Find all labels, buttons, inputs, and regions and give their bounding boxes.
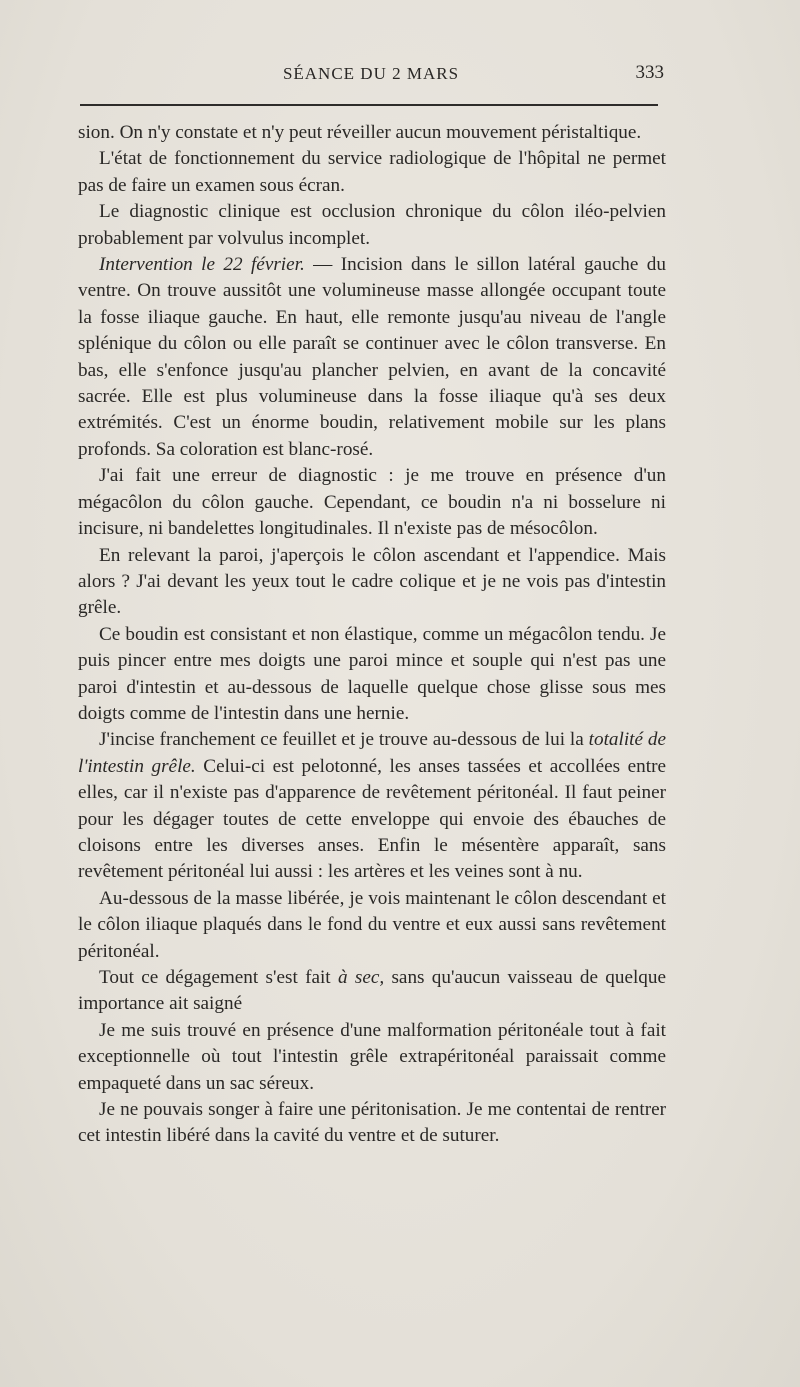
paragraph-text: Celui-ci est pelotonné, les anses tassées et accollées entre elles, car il n'existe pas d'apparence de revêtement péritonéal. Il faut peiner pour les dégager toutes de cette enveloppe qui envoie des ébauches de cloisons entre les diverses anses. Enfin le mésentère apparaît, sans revêtement péritonéal lui aussi : les artères et les veines sont à nu. — [78, 755, 666, 883]
paragraph-text: Je me suis trouvé en présence d'une malformation péritonéale tout à fait exceptionnelle où tout l'intestin grêle extrapéritonéal paraissait comme empaqueté dans un sac séreux. — [78, 1019, 666, 1094]
paragraph — [78, 120, 666, 146]
paragraph-text: En relevant la paroi, j'aperçois le côlon ascendant et l'appendice. Mais alors ? J'ai devant les yeux tout le cadre colique et je ne vois pas d'intestin grêle. — [78, 544, 666, 619]
paragraph — [78, 622, 666, 728]
body-text — [78, 120, 666, 1150]
paragraph — [78, 1097, 666, 1150]
paragraph-text: Le diagnostic clinique est occlusion chronique du côlon iléo-pelvien probablement par volvulus incomplet. — [78, 201, 666, 249]
paragraph — [78, 1018, 666, 1097]
paragraph-text: — Incision dans le sillon latéral gauche du ventre. On trouve aussitôt une volumineuse masse allongée occupant toute la fosse iliaque gauche. En haut, elle remonte jusqu'au niveau de l'angle splénique du côlon ou elle paraît se continuer avec le côlon transverse. En bas, elle s'enfonce jusqu'au plancher pelvien, en avant de la concavité sacrée. Elle est plus volumineuse dans la fosse iliaque qu'à ses deux extrémités. C'est un énorme boudin, relativement mobile sur les plans profonds. Sa coloration est blanc-rosé. — [78, 254, 666, 460]
paragraph-text: Je ne pouvais songer à faire une péritonisation. Je me contentai de rentrer cet intestin libéré dans la cavité du ventre et de suturer. — [78, 1099, 666, 1147]
italic-text: Intervention le 22 février. — [99, 254, 305, 276]
paragraph-text: sion. On n'y constate et n'y peut réveiller aucun mouvement péristaltique. — [78, 122, 642, 143]
paragraph-text: J'ai fait une erreur de diagnostic : je me trouve en présence d'un mégacôlon du côlon gauche. Cependant, ce boudin n'a ni bosselure ni incisure, ni bandelettes longitudinales. Il n'existe pas de mésocôlon. — [78, 465, 666, 540]
paragraph — [78, 146, 666, 199]
paragraph — [78, 463, 666, 542]
italic-text: totalité de l'intestin grêle. — [78, 729, 666, 777]
paragraph-text: L'état de fonctionnement du service radiologique de l'hôpital ne permet pas de faire un examen sous écran. — [78, 148, 666, 196]
header-rule — [80, 104, 658, 106]
paragraph — [78, 252, 666, 463]
paragraph — [78, 886, 666, 965]
paragraph-text: Tout ce dégagement s'est fait — [99, 967, 338, 988]
paragraph-text: J'incise franchement ce feuillet et je trouve au-dessous de lui la — [99, 729, 589, 751]
paragraph-text: Ce boudin est consistant et non élastique, comme un mégacôlon tendu. Je puis pincer entre mes doigts une paroi mince et souple qui n'est pas une paroi d'intestin et au-dessous de laquelle quelque chose glisse sous mes doigts comme de l'intestin dans une hernie. — [78, 623, 666, 724]
running-head — [78, 62, 664, 88]
paragraph — [78, 965, 666, 1018]
italic-text: à sec, — [337, 967, 385, 988]
paragraph — [78, 543, 666, 622]
paragraph — [78, 727, 666, 885]
paragraph-text: sans qu'aucun vaisseau de quelque importance ait saigné — [78, 967, 667, 1015]
paragraph-text: Au-dessous de la masse libérée, je vois maintenant le côlon descendant et le côlon iliaque plaqués dans le fond du ventre et eux aussi sans revêtement péritonéal. — [78, 887, 666, 962]
paragraph — [78, 199, 666, 252]
page-number: 333 — [635, 62, 664, 83]
running-title: SÉANCE DU 2 MARS — [282, 64, 460, 83]
